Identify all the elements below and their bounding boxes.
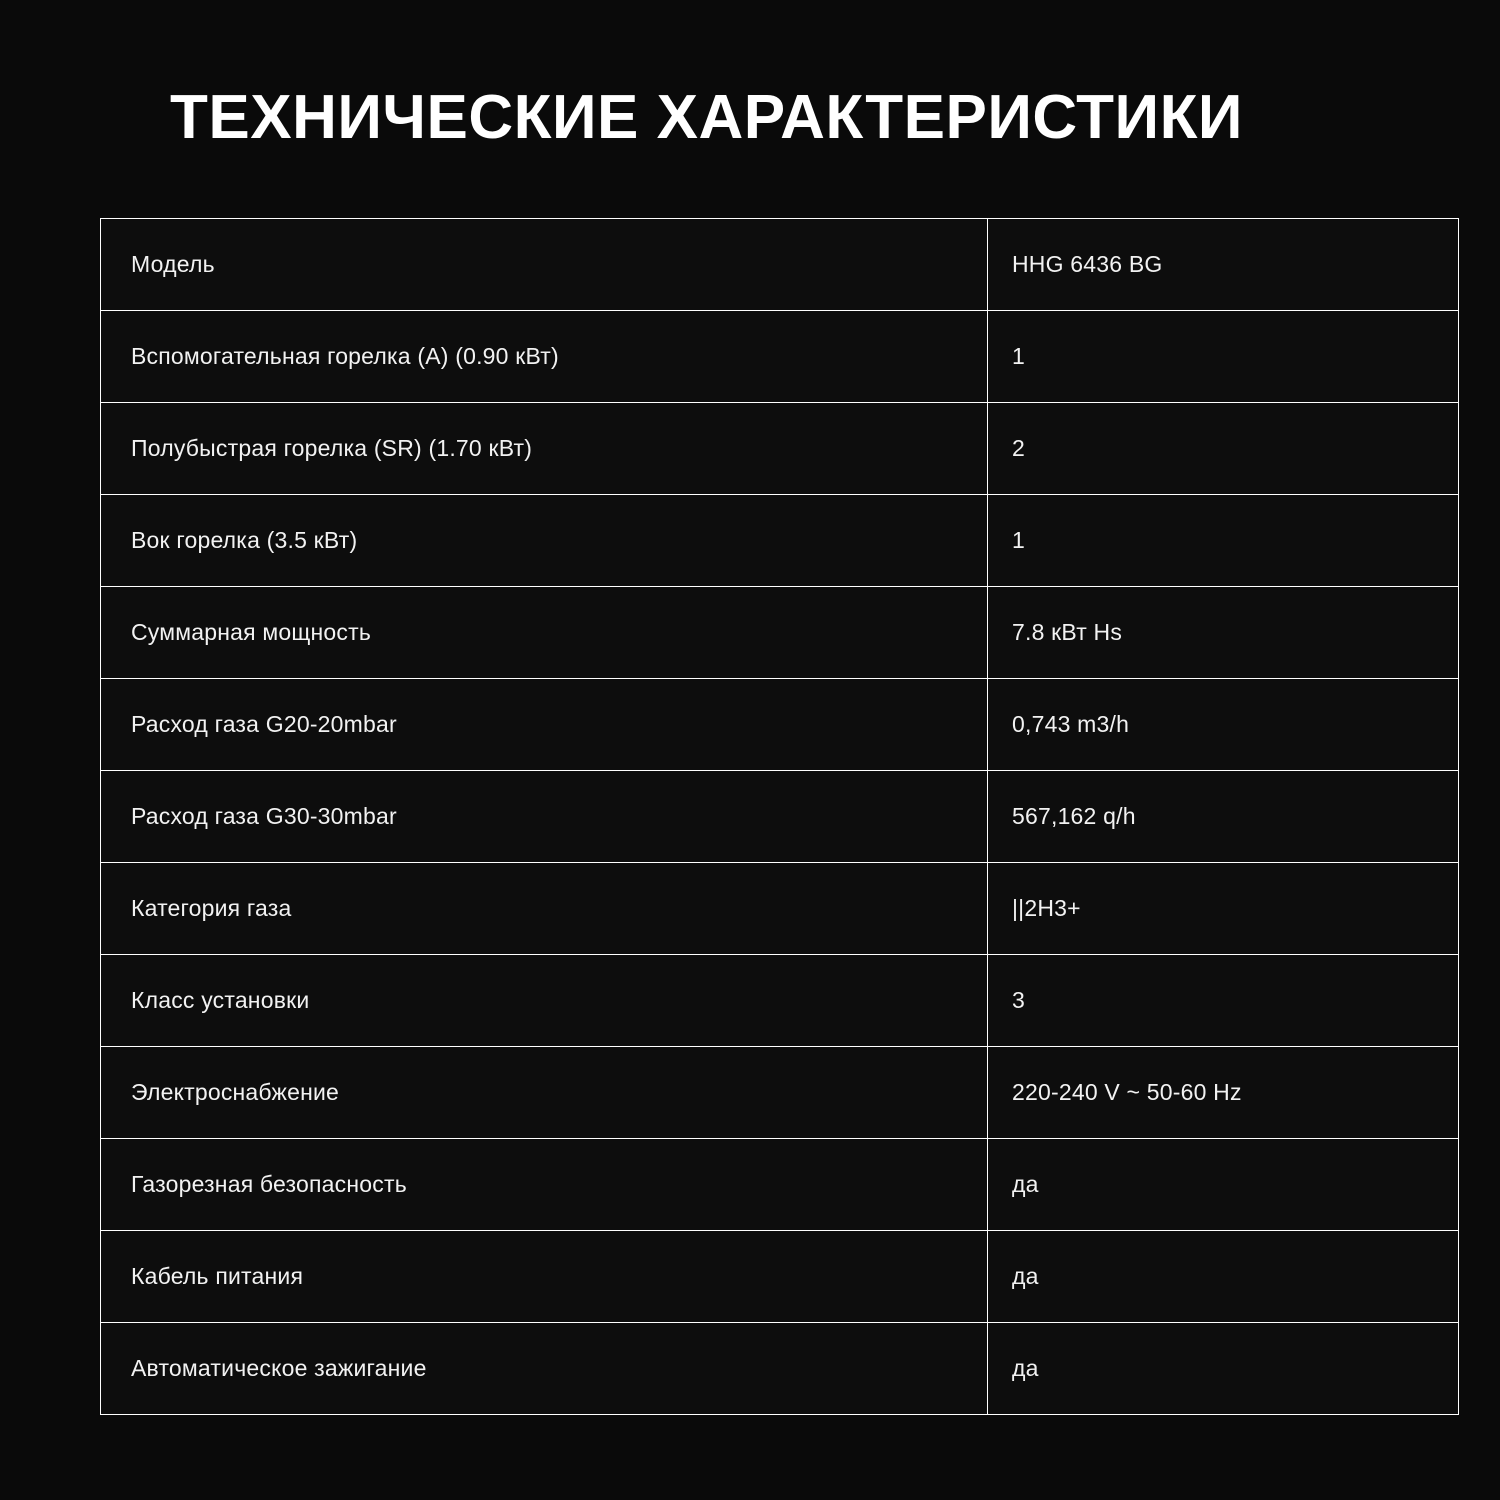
spec-label: Вок горелка (3.5 кВт) [101, 495, 988, 587]
table-row [101, 403, 1459, 495]
table-row [101, 679, 1459, 771]
table-row [101, 863, 1459, 955]
spec-label: Суммарная мощность [101, 587, 988, 679]
table-row [101, 219, 1459, 311]
specifications-table [100, 218, 1459, 1415]
spec-label: Полубыстрая горелка (SR) (1.70 кВт) [101, 403, 988, 495]
spec-value: 567,162 q/h [988, 771, 1459, 863]
spec-label: Кабель питания [101, 1231, 988, 1323]
spec-value: ||2H3+ [988, 863, 1459, 955]
table-row [101, 495, 1459, 587]
table-row [101, 955, 1459, 1047]
spec-label: Расход газа G30-30mbar [101, 771, 988, 863]
spec-label: Электроснабжение [101, 1047, 988, 1139]
page-title: ТЕХНИЧЕСКИЕ ХАРАКТЕРИСТИКИ [170, 83, 1243, 152]
table-row [101, 1231, 1459, 1323]
spec-value: 220-240 V ~ 50-60 Hz [988, 1047, 1459, 1139]
spec-label: Модель [101, 219, 988, 311]
spec-value: HHG 6436 BG [988, 219, 1459, 311]
spec-value: 1 [988, 495, 1459, 587]
spec-value: 3 [988, 955, 1459, 1047]
spec-label: Автоматическое зажигание [101, 1323, 988, 1415]
spec-label: Газорезная безопасность [101, 1139, 988, 1231]
table-row [101, 1139, 1459, 1231]
table-row [101, 1047, 1459, 1139]
specifications-table-body [101, 219, 1459, 1415]
table-row [101, 1323, 1459, 1415]
spec-value: да [988, 1139, 1459, 1231]
spec-label: Категория газа [101, 863, 988, 955]
spec-value: 2 [988, 403, 1459, 495]
table-row [101, 311, 1459, 403]
spec-value: 7.8 кВт Hs [988, 587, 1459, 679]
spec-value: 0,743 m3/h [988, 679, 1459, 771]
spec-value: да [988, 1323, 1459, 1415]
table-row [101, 771, 1459, 863]
table-row [101, 587, 1459, 679]
spec-label: Вспомогательная горелка (A) (0.90 кВт) [101, 311, 988, 403]
spec-label: Класс установки [101, 955, 988, 1047]
spec-label: Расход газа G20-20mbar [101, 679, 988, 771]
spec-value: 1 [988, 311, 1459, 403]
spec-value: да [988, 1231, 1459, 1323]
